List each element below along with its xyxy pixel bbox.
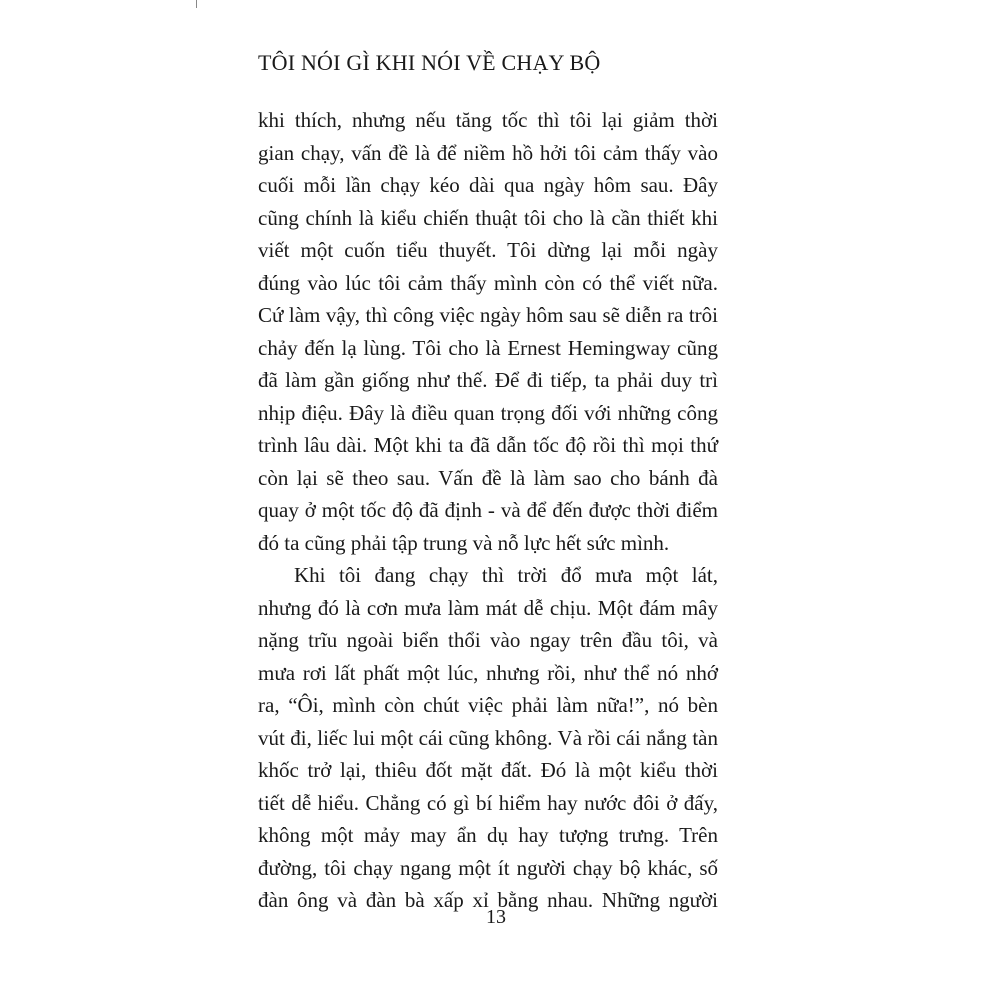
text-line: Cứ làm vậy, thì công việc ngày hôm sau sẽ diễn ra trôi xyxy=(258,303,718,327)
text-line: đường, tôi chạy ngang một ít người chạy bộ khác, số xyxy=(258,855,718,880)
text-line: trình lâu dài. Một khi ta đã dẫn tốc độ rồi thì mọi thứ xyxy=(258,433,718,457)
text-line: nhịp điệu. Đây là điều quan trọng đối với những công xyxy=(258,400,718,425)
text-line: đàn ông và đàn bà xấp xỉ bằng nhau. Những người xyxy=(258,888,718,912)
text-line: khi thích, nhưng nếu tăng tốc thì tôi lại giảm thời xyxy=(258,108,718,132)
text-line: quay ở một tốc độ đã định - và để đến được thời điểm xyxy=(258,498,718,522)
text-line: tiết dễ hiểu. Chẳng có gì bí hiểm hay nước đôi ở đấy, xyxy=(258,790,718,815)
text-line: không một mảy may ẩn dụ hay tượng trưng. Trên xyxy=(258,823,718,847)
text-line: mưa rơi lất phất một lúc, nhưng rồi, như thể nó nhớ xyxy=(258,660,718,685)
body-text xyxy=(258,104,718,917)
text-line: nặng trĩu ngoài biển thổi vào ngay trên đầu tôi, và xyxy=(258,628,718,652)
text-line: chảy đến lạ lùng. Tôi cho là Ernest Hemingway cũng xyxy=(258,335,718,360)
text-line: đã làm gần giống như thế. Để đi tiếp, ta phải duy trì xyxy=(258,368,718,392)
text-line: viết một cuốn tiểu thuyết. Tôi dừng lại mỗi ngày xyxy=(258,238,718,262)
text-line: ra, “Ôi, mình còn chút việc phải làm nữa!”, nó bèn xyxy=(258,693,718,717)
text-line: Khi tôi đang chạy thì trời đổ mưa một lát, xyxy=(294,563,718,587)
scan-edge-mark xyxy=(196,0,197,8)
text-line: còn lại sẽ theo sau. Vấn đề là làm sao cho bánh đà xyxy=(258,465,718,490)
page-number: 13 xyxy=(486,906,506,928)
text-line: cuối mỗi lần chạy kéo dài qua ngày hôm sau. Đây xyxy=(258,173,718,197)
text-line: đúng vào lúc tôi cảm thấy mình còn có thể viết nữa. xyxy=(258,270,718,295)
text-line: nhưng đó là cơn mưa làm mát dễ chịu. Một đám mây xyxy=(258,595,718,620)
text-line: cũng chính là kiểu chiến thuật tôi cho là cần thiết khi xyxy=(258,205,718,230)
text-line: khốc trở lại, thiêu đốt mặt đất. Đó là một kiểu thời xyxy=(258,758,718,782)
text-line: gian chạy, vấn đề là để niềm hồ hởi tôi cảm thấy vào xyxy=(258,140,718,165)
running-header: TÔI NÓI GÌ KHI NÓI VỀ CHẠY BỘ xyxy=(258,50,601,75)
text-line: đó ta cũng phải tập trung và nỗ lực hết sức mình. xyxy=(258,530,670,555)
text-line: vút đi, liếc lui một cái cũng không. Và rồi cái nắng tàn xyxy=(258,725,718,750)
